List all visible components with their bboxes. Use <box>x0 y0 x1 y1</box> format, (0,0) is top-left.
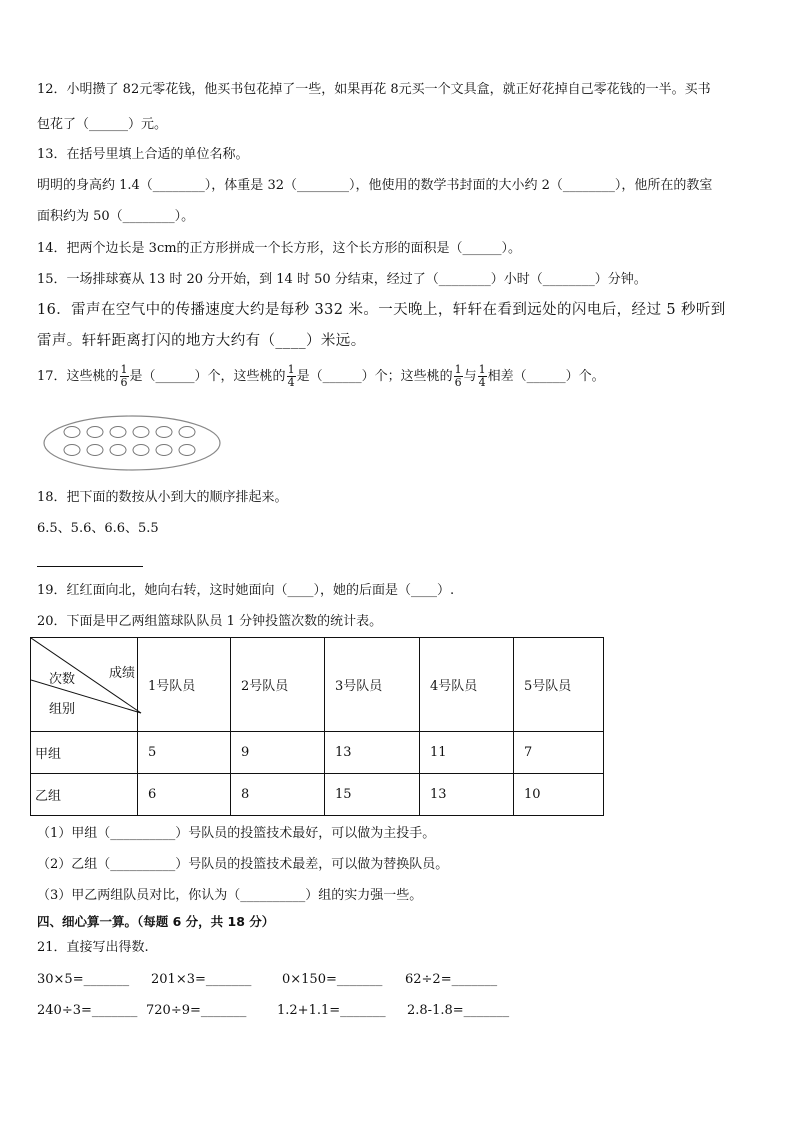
peach-icon <box>87 427 103 438</box>
table-cell: 15 <box>325 774 420 816</box>
calc-2: 201×3=_______ <box>151 972 252 987</box>
calc-4: 62÷2=_______ <box>405 972 498 987</box>
calc-1: 30×5=_______ <box>37 972 130 987</box>
q13-line1: 13．在括号里填上合适的单位名称。 <box>37 147 249 162</box>
q14-line1: 14．把两个边长是 3cm的正方形拼成一个长方形，这个长方形的面积是（______）。 <box>37 241 522 256</box>
table-cell: 11 <box>420 732 514 774</box>
q12-line2: 包花了（______）元。 <box>37 117 168 132</box>
q20-sub2: （2）乙组（__________）号队员的投篮技术最差，可以做为替换队员。 <box>37 857 449 872</box>
q17-text-3: 是（______）个；这些桃的 <box>296 369 453 384</box>
q13-line2: 明明的身高约 1.4（________），体重是 32（________），他使用的数学书封面的大小约 2（________），他所在的教室 <box>37 178 713 193</box>
peach-icon <box>64 427 80 438</box>
peach-icon <box>179 445 195 456</box>
table-cell: 13 <box>325 732 420 774</box>
table-cell: 9 <box>231 732 325 774</box>
diagonal-header-cell <box>31 638 138 732</box>
fraction-one-quarter: $\frac{1}{4}$ <box>287 363 295 389</box>
row-group-jia: 甲组 <box>31 732 138 774</box>
peach-plate-illustration <box>42 411 226 473</box>
header-player-1: 1号队员 <box>138 638 231 732</box>
peach-icon <box>87 445 103 456</box>
diag-label-group: 组别 <box>49 702 76 717</box>
peach-icon <box>179 427 195 438</box>
table-cell: 8 <box>231 774 325 816</box>
table-header-row <box>31 638 604 732</box>
q16-line2: 雷声。轩轩距离打闪的地方大约有（____）米远。 <box>37 333 366 349</box>
q17-text-2: 是（______）个，这些桃的 <box>129 369 286 384</box>
peach-icon <box>133 427 149 438</box>
table-cell: 10 <box>514 774 604 816</box>
q15-line1: 15．一场排球赛从 13 时 20 分开始，到 14 时 50 分结束，经过了（________）小时（________）分钟。 <box>37 272 647 287</box>
q17-text-1: 17．这些桃的 <box>37 369 119 384</box>
peach-icon <box>64 445 80 456</box>
calc-8: 2.8-1.8=_______ <box>407 1003 510 1018</box>
q17-line <box>37 364 605 389</box>
q19-line1: 19．红红面向北，她向右转，这时她面向（____），她的后面是（____）. <box>37 583 455 598</box>
header-player-4: 4号队员 <box>420 638 514 732</box>
peach-icon <box>133 445 149 456</box>
table-row <box>31 732 604 774</box>
q20-sub3: （3）甲乙两组队员对比，你认为（__________）组的实力强一些。 <box>37 888 423 903</box>
q18-line1: 18．把下面的数按从小到大的顺序排起来。 <box>37 490 288 505</box>
q20-line1: 20．下面是甲乙两组篮球队队员 1 分钟投篮次数的统计表。 <box>37 614 383 629</box>
q13-line3: 面积约为 50（________）。 <box>37 209 195 224</box>
fraction-one-quarter-2: $\frac{1}{4}$ <box>478 363 486 389</box>
calc-3: 0×150=_______ <box>282 972 383 987</box>
table-cell: 5 <box>138 732 231 774</box>
header-player-5: 5号队员 <box>514 638 604 732</box>
fraction-one-sixth-2: $\frac{1}{6}$ <box>454 363 462 389</box>
table-cell: 7 <box>514 732 604 774</box>
calc-5: 240÷3=_______ <box>37 1003 138 1018</box>
table-row <box>31 774 604 816</box>
q16-line1: 16．雷声在空气中的传播速度大约是每秒 332 米。一天晚上，轩轩在看到远处的闪电后，经过 5 秒听到 <box>37 302 726 318</box>
calc-7: 1.2+1.1=_______ <box>277 1003 386 1018</box>
header-player-2: 2号队员 <box>231 638 325 732</box>
q18-answer-line[interactable] <box>37 566 143 567</box>
q17-text-4: 与 <box>463 369 477 384</box>
calc-6: 720÷9=_______ <box>146 1003 247 1018</box>
q17-text-5: 相差（______）个。 <box>487 369 605 384</box>
diagonal-line-2 <box>31 680 141 713</box>
table-cell: 6 <box>138 774 231 816</box>
peach-icon <box>110 427 126 438</box>
diag-label-count: 次数 <box>49 672 76 687</box>
header-player-3: 3号队员 <box>325 638 420 732</box>
fraction-one-sixth: $\frac{1}{6}$ <box>120 363 128 389</box>
basketball-stats-table <box>30 637 604 816</box>
table-cell: 13 <box>420 774 514 816</box>
peach-icon <box>110 445 126 456</box>
q20-sub1: （1）甲组（__________）号队员的投篮技术最好，可以做为主投手。 <box>37 826 436 841</box>
section4-title: 四、细心算一算。（每题 6 分，共 18 分） <box>37 914 275 929</box>
row-group-yi: 乙组 <box>31 774 138 816</box>
q21-line1: 21．直接写出得数. <box>37 940 149 955</box>
peach-icon <box>156 445 172 456</box>
plate-ellipse <box>44 416 220 470</box>
peach-icon <box>156 427 172 438</box>
peach-group <box>64 427 195 456</box>
q18-numbers: 6.5、5.6、6.6、5.5 <box>37 521 159 536</box>
q12-line1: 12．小明攒了 82元零花钱，他买书包花掉了一些，如果再花 8元买一个文具盒，就正好花掉自己零花钱的一半。买书 <box>37 82 711 97</box>
diag-label-score: 成绩 <box>109 666 136 681</box>
